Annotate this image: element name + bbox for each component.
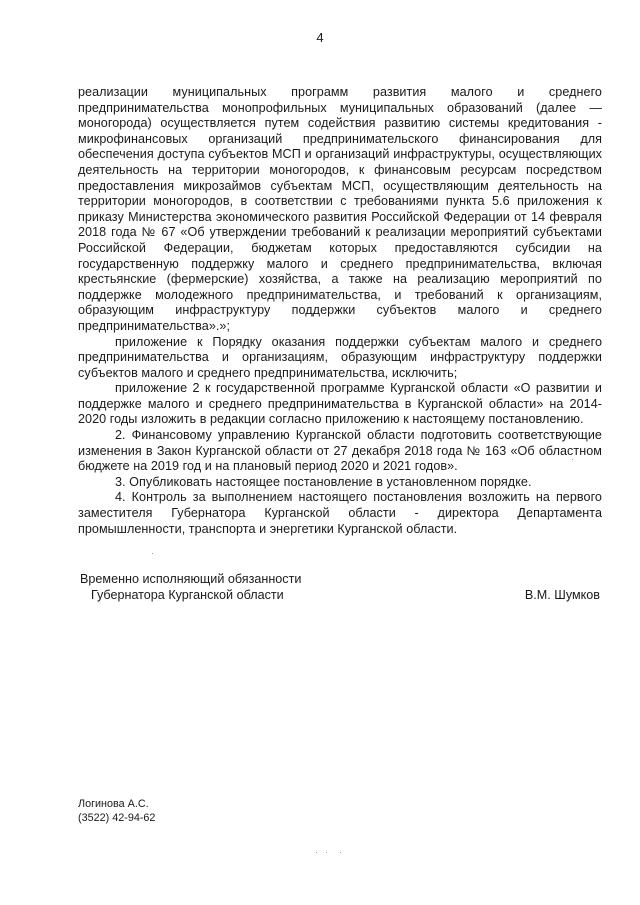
signatory-name: В.М. Шумков <box>524 587 600 602</box>
signatory-position <box>80 572 301 603</box>
document-body <box>78 85 602 537</box>
page-number: 4 <box>316 30 324 45</box>
signatory-position-line-2: Губернатора Курганской области <box>91 587 284 602</box>
paragraph-appendix-2: приложение 2 к государственной программе Курганской области «О развитии и поддержке малого и среднего предпринимательства в Курганской области» на 2014-2020 годы изложить в редакции согласно приложению к настоящему постановлению. <box>78 381 602 427</box>
paragraph-item-3: 3. Опубликовать настоящее постановление в установленном порядке. <box>115 474 532 489</box>
paragraph-appendix-removal: приложение к Порядку оказания поддержки субъектам малого и среднего предпринимательства и организациям, образующим инфраструктуру поддержки субъектов малого и среднего предпринимательства, исключить; <box>78 334 602 380</box>
paragraph-item-4: 4. Контроль за выполнением настоящего постановления возложить на первого заместителя Губернатора Курганской области - директора Департамента промышленности, транспорта и энергетики Курганской области. <box>78 490 602 536</box>
executor-phone: (3522) 42-94-62 <box>78 811 156 824</box>
executor-info <box>78 798 155 825</box>
scan-speck <box>326 852 327 853</box>
signatory-position-line-1: Временно исполняющий обязанности <box>80 572 302 586</box>
scan-speck <box>152 553 153 554</box>
paragraph-continuation: реализации муниципальных программ развития малого и среднего предпринимательства монопрофильных муниципальных образований (далее — моногорода) осуществляется путем содействия развитию системы кредитования - микрофинансовых организаций предпринимательского финансирования для обеспечения доступа субъектов МСП и организаций инфраструктуры, осуществляющих деятельность на территории моногородов, к финансовым ресурсам посредством предоставления микрозаймов субъектам МСП, осуществляющим деятельность на территории моногородов, в соответствии с требованиями пункта 5.6 приложения к приказу Министерства экономического развития Российской Федерации от 14 февраля 2018 года № 67 «Об утверждении требований к реализации мероприятий субъектами Российской Федерации, бюджетам которых предоставляются субсидии на государственную поддержку малого и среднего предпринимательства, включая крестьянские (фермерские) хозяйства, а также на реализацию мероприятий по поддержке молодежного предпринимательства, и требований к организациям, образующим инфраструктуру поддержки субъектов малого и среднего предпринимательства».»; <box>78 85 602 333</box>
executor-name: Логинова А.С. <box>78 798 149 810</box>
paragraph-item-2: 2. Финансовому управлению Курганской области подготовить соответствующие изменения в Закон Курганской области от 27 декабря 2018 года № 163 «Об областном бюджете на 2019 год и на плановый период 2020 и 2021 годов». <box>78 428 602 474</box>
scan-speck <box>340 852 341 853</box>
scan-speck <box>316 852 317 853</box>
scan-speck <box>572 459 573 460</box>
